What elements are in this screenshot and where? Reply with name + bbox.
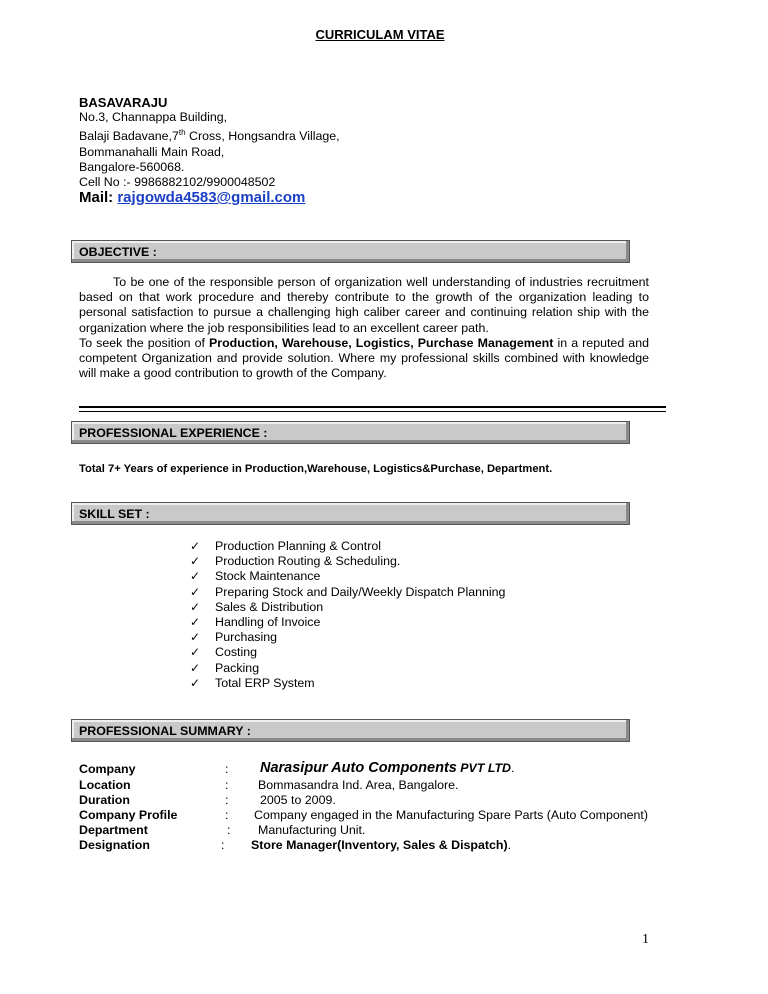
objective-p2-text: To seek the position of	[79, 335, 210, 350]
experience-heading-bar	[71, 421, 630, 444]
objective-paragraph-1: To be one of the responsible person of organization well understanding of industries recruitment based on that work procedure and thereby contribute to the growth of the organization leading to personal satisfaction to pursue a challenging high caliber career and continuing relation ship with the organization where the job responsibilities lead to an excellent career path.	[79, 275, 649, 335]
checkmark-icon: ✓	[190, 554, 201, 569]
skill-label: Preparing Stock and Daily/Weekly Dispatch Planning	[215, 584, 506, 599]
address-line-3: Bommanahalli Main Road,	[79, 144, 225, 159]
list-item	[190, 585, 505, 600]
skills-list	[190, 539, 505, 691]
company-name-main: Narasipur Auto Components	[260, 760, 457, 776]
checkmark-icon: ✓	[190, 615, 201, 630]
row-colon: :	[225, 793, 229, 807]
divider-thick	[79, 406, 666, 408]
skills-heading-bar	[71, 502, 630, 525]
company-name	[260, 760, 514, 776]
row-value: Manufacturing Unit.	[258, 823, 366, 837]
list-item	[190, 645, 505, 660]
row-value: Company engaged in the Manufacturing Spare Parts (Auto Component)	[254, 808, 648, 822]
designation-dot: .	[507, 838, 512, 852]
address-line-2	[79, 125, 340, 144]
row-label: Company Profile	[79, 808, 178, 822]
experience-summary: Total 7+ Years of experience in Production,Warehouse, Logistics&Purchase, Department.	[79, 463, 553, 475]
row-label: Designation	[79, 838, 150, 852]
row-label: Department	[79, 823, 148, 837]
skill-label: Handling of Invoice	[215, 615, 321, 630]
row-label: Company	[79, 762, 136, 776]
skills-heading: SKILL SET :	[79, 507, 150, 521]
skill-label: Production Planning & Control	[215, 539, 381, 553]
row-colon: :	[221, 838, 225, 852]
summary-row-location	[79, 778, 639, 794]
row-colon: :	[225, 808, 229, 822]
row-label: Location	[79, 778, 131, 792]
divider-thin	[79, 411, 666, 412]
objective-heading-bar	[71, 240, 630, 263]
row-value: 2005 to 2009.	[260, 793, 336, 807]
address-line-2-part: Balaji Badavane,7	[79, 129, 179, 144]
address-line-4: Bangalore-560068.	[79, 159, 185, 174]
document-title-text: CURRICULAM VITAE	[315, 27, 445, 42]
checkmark-icon: ✓	[190, 630, 201, 645]
row-value: Bommasandra Ind. Area, Bangalore.	[258, 778, 459, 792]
summary-row-department	[79, 823, 639, 839]
skill-label: Costing	[215, 645, 258, 660]
experience-heading: PROFESSIONAL EXPERIENCE :	[79, 426, 268, 440]
summary-row-duration	[79, 793, 639, 809]
objective-p2-text: in a reputed and competent Organization and provide solution. Where my professional skills combined with knowledge will make a good contribution to growth of the Company.	[79, 335, 649, 381]
list-item	[190, 630, 505, 645]
list-item	[190, 615, 505, 630]
checkmark-icon: ✓	[190, 569, 201, 584]
address-line-1: No.3, Channappa Building,	[79, 110, 228, 125]
address-line-2-sup: th	[178, 128, 186, 138]
skill-label: Packing	[215, 660, 260, 675]
checkmark-icon: ✓	[190, 599, 201, 614]
list-item	[190, 600, 505, 615]
page-number: 1	[642, 932, 649, 947]
checkmark-icon: ✓	[190, 660, 201, 675]
objective-positions: Production, Warehouse, Logistics, Purchase Management	[209, 335, 554, 350]
objective-text	[79, 275, 649, 381]
cell-number: Cell No :- 9986882102/9900048502	[79, 175, 276, 190]
list-item	[190, 554, 505, 569]
objective-paragraph-2	[79, 336, 649, 382]
address-line-2-part: Cross, Hongsandra Village,	[185, 129, 340, 144]
checkmark-icon: ✓	[190, 584, 201, 599]
summary-heading: PROFESSIONAL SUMMARY :	[79, 724, 251, 738]
row-label: Duration	[79, 793, 130, 807]
candidate-name: BASAVARAJU	[79, 95, 168, 110]
summary-row-designation	[79, 838, 639, 854]
skill-label: Purchasing	[215, 630, 277, 645]
document-title	[0, 27, 768, 42]
objective-heading: OBJECTIVE :	[79, 245, 157, 259]
list-item	[190, 569, 505, 584]
checkmark-icon: ✓	[190, 675, 201, 690]
company-name-dot: .	[511, 761, 515, 775]
designation-value	[251, 838, 511, 852]
row-colon: :	[225, 762, 229, 776]
summary-row-company-profile	[79, 808, 659, 824]
skill-label: Production Routing & Scheduling.	[215, 554, 401, 569]
skill-label: Stock Maintenance	[215, 569, 321, 584]
company-name-suffix: PVT LTD	[456, 761, 511, 775]
row-colon: :	[225, 778, 229, 792]
summary-heading-bar	[71, 719, 630, 742]
list-item	[190, 539, 505, 554]
mail-label: Mail:	[79, 189, 114, 206]
skill-label: Total ERP System	[215, 675, 315, 690]
mail-link[interactable]: rajgowda4583@gmail.com	[117, 189, 306, 206]
list-item	[190, 676, 505, 691]
contact-block	[79, 95, 340, 190]
mail-line	[79, 189, 305, 206]
designation-text: Store Manager(Inventory, Sales & Dispatch)	[251, 838, 508, 852]
checkmark-icon: ✓	[190, 645, 201, 660]
summary-row-company	[79, 760, 639, 778]
row-colon: :	[227, 823, 231, 837]
skill-label: Sales & Distribution	[215, 599, 324, 614]
list-item	[190, 661, 505, 676]
checkmark-icon: ✓	[190, 539, 201, 553]
